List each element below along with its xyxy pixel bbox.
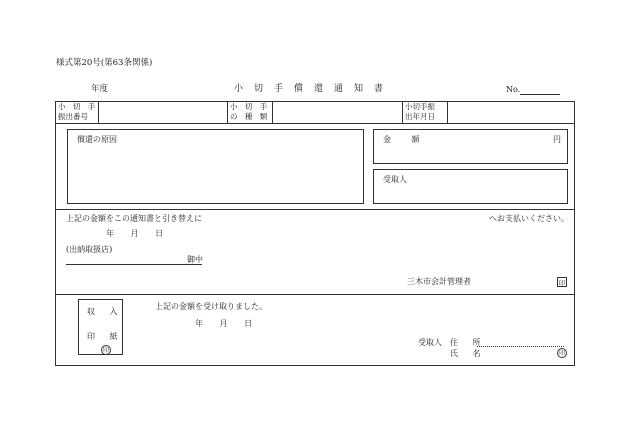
receipt-name-field[interactable] — [477, 349, 555, 359]
check-number-field[interactable] — [99, 102, 226, 122]
revenue-stamp-label-bottom: 印 紙 — [87, 332, 124, 341]
treasurer-label: 三木市会計管理者 — [407, 277, 471, 286]
header-col-divider — [227, 101, 228, 123]
document-number-field[interactable] — [520, 94, 560, 95]
honorific-label: 御中 — [187, 255, 203, 264]
recipient-seal-icon: 印 — [558, 350, 565, 357]
header-col-divider — [402, 101, 403, 123]
fiscal-year-label: 年度 — [91, 84, 109, 94]
revenue-stamp-label-top: 収 入 — [87, 307, 124, 316]
section-divider — [55, 294, 575, 295]
stamp-seal-icon: 印 — [102, 347, 109, 354]
paying-office-field[interactable] — [66, 264, 202, 265]
receipt-recipient-label: 受取人 — [418, 338, 442, 347]
document-number-label: No. — [506, 85, 521, 94]
check-number-label: 小 切 手 振出番号 — [58, 102, 98, 121]
section-divider — [55, 209, 575, 210]
notice-date: 年 月 日 — [106, 229, 164, 238]
check-type-label: 小 切 手 の 種 類 — [230, 102, 270, 121]
document-title: 小切手償還通知書 — [234, 84, 395, 94]
payment-instruction: 上記の金額をこの通知書と引き替えに — [66, 214, 202, 223]
issue-date-label: 小切手振 出年月日 — [405, 102, 435, 121]
received-statement: 上記の金額を受け取りました。 — [155, 302, 267, 311]
amount-label: 金 額 — [383, 135, 429, 144]
recipient-label: 受取人 — [383, 175, 407, 184]
receipt-address-label: 住 所 — [450, 338, 487, 347]
payment-instruction-end: へお支払いください。 — [489, 214, 569, 223]
issue-date-field[interactable] — [448, 102, 574, 122]
header-row-divider — [55, 123, 575, 124]
receipt-address-field[interactable] — [477, 346, 564, 347]
form-number: 様式第20号(第63条関係) — [56, 58, 153, 68]
receipt-date: 年 月 日 — [195, 319, 253, 328]
treasurer-seal: 印 — [558, 279, 566, 287]
receipt-name-label: 氏 名 — [450, 349, 487, 358]
paying-office-label: (出納取扱店) — [66, 245, 113, 254]
check-type-field[interactable] — [273, 102, 401, 122]
reason-label: 償還の原因 — [77, 135, 117, 144]
amount-unit: 円 — [553, 135, 561, 144]
